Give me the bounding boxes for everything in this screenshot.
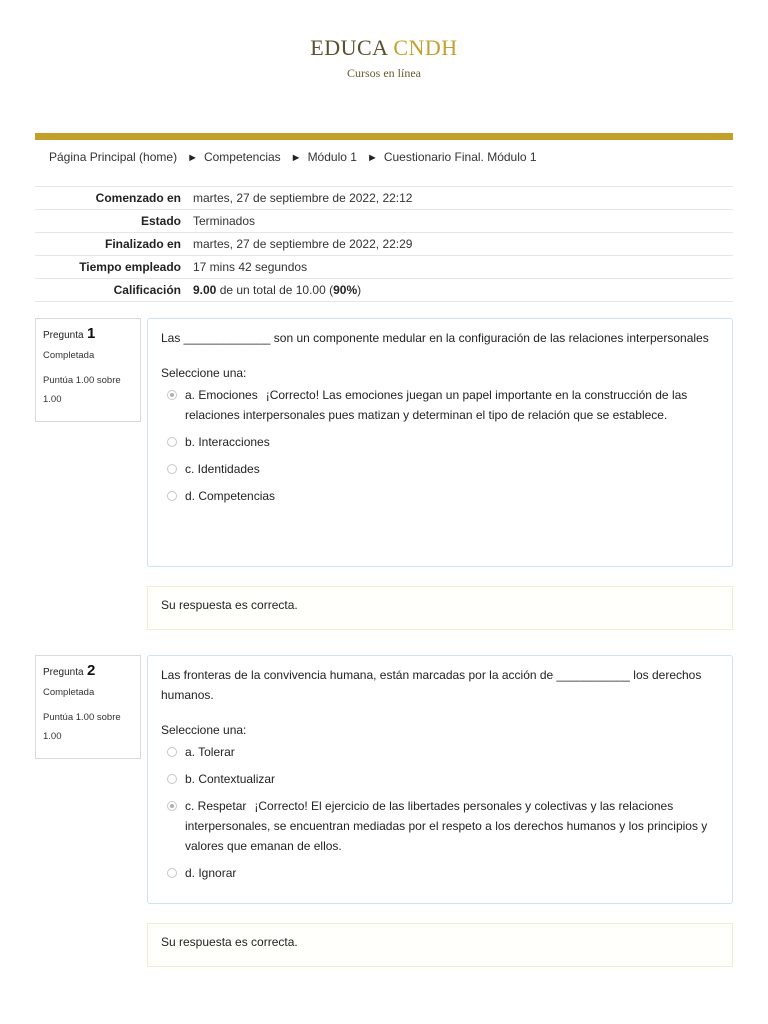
answer-option[interactable] xyxy=(161,742,719,762)
answer-list xyxy=(161,742,719,883)
summary-value: martes, 27 de septiembre de 2022, 22:29 xyxy=(193,236,413,251)
answer-label: b. Interacciones xyxy=(185,435,270,449)
question-number: 1 xyxy=(86,325,96,342)
answer-list xyxy=(161,385,719,506)
answer-label: c. Identidades xyxy=(185,462,260,476)
question-state: Completada xyxy=(43,350,95,361)
answer-feedback: ¡Correcto! Las emociones juegan un papel importante en la construcción de las relaciones interpersonales pues matizan y determinan el tipo de relación que se establece. xyxy=(185,388,688,422)
radio-icon[interactable] xyxy=(167,868,177,878)
summary-row-finished xyxy=(35,233,733,256)
grade-score: 9.00 xyxy=(193,282,217,297)
header-divider xyxy=(35,133,733,140)
radio-selected-icon[interactable] xyxy=(167,801,177,811)
radio-icon[interactable] xyxy=(167,747,177,757)
answer-label: d. Competencias xyxy=(185,489,276,503)
breadcrumb-separator-icon: ► xyxy=(366,152,378,164)
breadcrumb-modulo[interactable]: Módulo 1 xyxy=(307,150,357,164)
breadcrumb-quiz[interactable]: Cuestionario Final. Módulo 1 xyxy=(383,150,537,164)
answer-label: a. Tolerar xyxy=(185,745,235,759)
answer-option[interactable] xyxy=(161,796,719,856)
radio-selected-icon[interactable] xyxy=(167,390,177,400)
grade-close: ) xyxy=(357,282,362,297)
radio-icon[interactable] xyxy=(167,464,177,474)
question-outcome: Su respuesta es correcta. xyxy=(147,586,733,630)
summary-label: Calificación xyxy=(113,282,181,297)
question-text: Las _____________ son un componente medular en la configuración de las relaciones interpersonales xyxy=(161,331,709,345)
answer-option[interactable] xyxy=(161,385,719,425)
radio-icon[interactable] xyxy=(167,774,177,784)
site-subtitle: Cursos en línea xyxy=(347,66,421,80)
breadcrumb-separator-icon: ► xyxy=(290,152,302,164)
attempt-summary-table xyxy=(35,186,733,302)
summary-row-grade xyxy=(35,279,733,302)
summary-label: Finalizado en xyxy=(104,236,181,251)
question-grade: Puntúa 1.00 sobre 1.00 xyxy=(43,712,121,742)
answer-label: c. Respetar xyxy=(185,799,247,813)
answer-label: d. Ignorar xyxy=(185,866,237,880)
question-grade: Puntúa 1.00 sobre 1.00 xyxy=(43,375,121,405)
summary-label: Comenzado en xyxy=(95,190,181,205)
radio-icon[interactable] xyxy=(167,491,177,501)
question-outcome: Su respuesta es correcta. xyxy=(147,923,733,967)
question-info xyxy=(35,318,141,422)
question-info xyxy=(35,655,141,759)
answer-prompt: Seleccione una: xyxy=(161,723,247,737)
summary-row-time xyxy=(35,256,733,279)
summary-value: Terminados xyxy=(193,213,256,228)
answer-label: b. Contextualizar xyxy=(185,772,276,786)
question-state: Completada xyxy=(43,687,95,698)
answer-option[interactable] xyxy=(161,486,719,506)
question-content xyxy=(147,318,733,567)
logo-text-educa: EDUCA xyxy=(310,35,388,60)
summary-value xyxy=(187,279,733,302)
summary-label: Estado xyxy=(140,213,181,228)
grade-percent: 90% xyxy=(333,282,358,297)
question-label: Pregunta xyxy=(43,667,84,678)
summary-value: 17 mins 42 segundos xyxy=(193,259,308,274)
question-number: 2 xyxy=(86,662,96,679)
grade-total: de un total de 10.00 ( xyxy=(216,282,334,297)
summary-row-started xyxy=(35,187,733,210)
question-text: Las fronteras de la convivencia humana, están marcadas por la acción de ___________ los derechos humanos. xyxy=(161,668,702,702)
breadcrumb-home[interactable]: Página Principal (home) xyxy=(49,150,178,164)
site-header xyxy=(0,34,768,81)
breadcrumb-separator-icon: ► xyxy=(187,152,198,164)
question-content xyxy=(147,655,733,904)
answer-option[interactable] xyxy=(161,863,719,883)
summary-value: martes, 27 de septiembre de 2022, 22:12 xyxy=(193,190,413,205)
answer-label: a. Emociones xyxy=(185,388,258,402)
site-logo[interactable] xyxy=(0,34,768,62)
summary-label: Tiempo empleado xyxy=(79,259,181,274)
summary-row-state xyxy=(35,210,733,233)
answer-prompt: Seleccione una: xyxy=(161,366,247,380)
answer-feedback: ¡Correcto! El ejercicio de las libertades personales y colectivas y las relaciones interpersonales, se encuentran mediadas por el respeto a los derechos humanos y los principios y valores que emanan de ellos. xyxy=(185,799,708,853)
breadcrumb-competencias[interactable]: Competencias xyxy=(203,150,281,164)
answer-option[interactable] xyxy=(161,769,719,789)
answer-option[interactable] xyxy=(161,432,719,452)
logo-text-cndh: CNDH xyxy=(393,35,458,60)
answer-option[interactable] xyxy=(161,459,719,479)
breadcrumb xyxy=(49,150,537,164)
radio-icon[interactable] xyxy=(167,437,177,447)
question-label: Pregunta xyxy=(43,330,84,341)
